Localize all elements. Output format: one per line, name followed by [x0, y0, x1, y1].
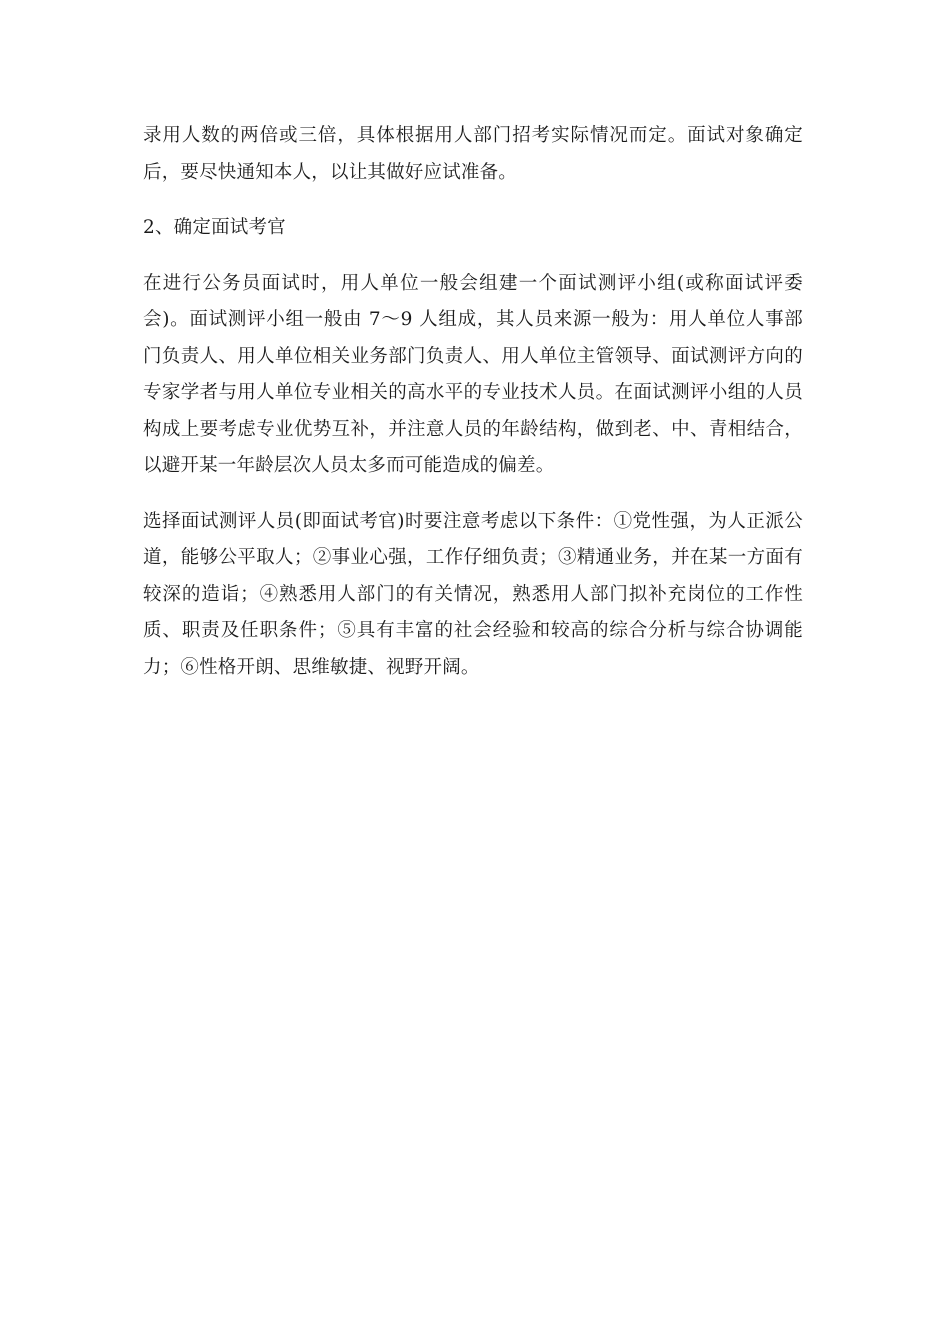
paragraph-examiner-criteria: 选择面试测评人员(即面试考官)时要注意考虑以下条件：①党性强，为人正派公道，能够公平取人；②事业心强，工作仔细负责；③精通业务，并在某一方面有较深的造诣；④熟悉用人部门的有关情况，熟悉用人部门拟补充岗位的工作性质、职责及任职条件；⑤具有丰富的社会经验和较高的综合分析与综合协调能力；⑥性格开朗、思维敏捷、视野开阔。 [143, 510, 803, 678]
paragraph-interview-notice: 录用人数的两倍或三倍，具体根据用人部门招考实际情况而定。面试对象确定后，要尽快通知本人，以让其做好应试准备。 [143, 125, 803, 183]
document-page [143, 118, 803, 686]
paragraph-panel-composition: 在进行公务员面试时，用人单位一般会组建一个面试测评小组(或称面试评委会)。面试测评小组一般由 7～9 人组成，其人员来源一般为：用人单位人事部门负责人、用人单位相关业务部门负责人、用人单位主管领导、面试测评方向的专家学者与用人单位专业相关的高水平的专业技术人员。在面试测评小组的人员构成上要考虑专业优势互补，并注意人员的年龄结构，做到老、中、青相结合，以避开某一年龄层次人员太多而可能造成的偏差。 [143, 272, 803, 476]
section-heading-examiners: 2、确定面试考官 [143, 217, 286, 238]
